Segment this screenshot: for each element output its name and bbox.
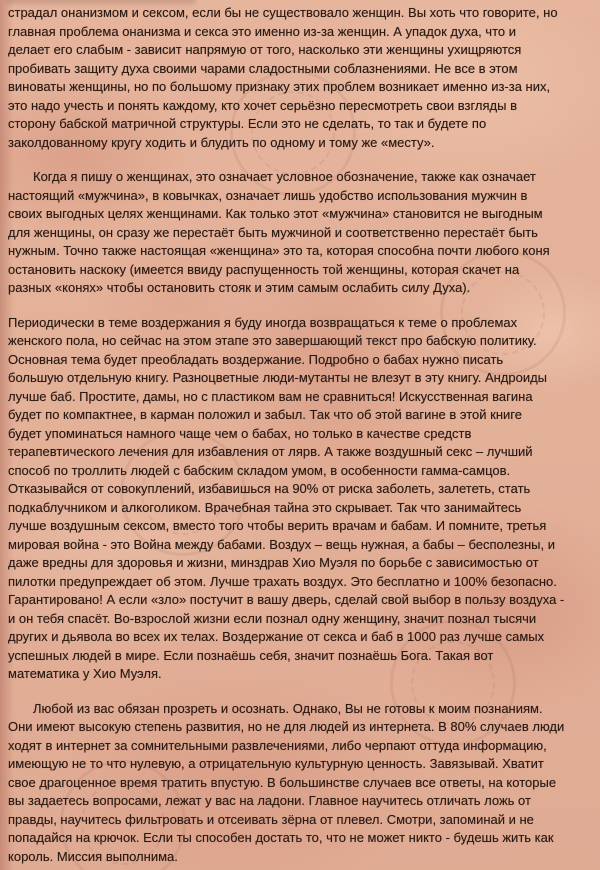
- text-line: и он тебя спасёт. Во-взрослой жизни если познал одну женщину, значит познал тысячи: [8, 610, 537, 626]
- text-line: лучше баб. Простите, дамы, но с пластиком вам не сравниться! Искусственная вагина: [8, 388, 533, 404]
- text-line: Гарантировано! А если «зло» постучит в вашу дверь, сделай свой выбор в пользу воздуха -: [8, 592, 565, 607]
- text-line: мировая война - это Война между бабами. Воздух – вещь нужная, а бабы – бесполезны, и: [8, 536, 555, 552]
- text-line: большую отдельную книгу. Разноцветные люди-мутанты не влезут в эту книгу. Андроиды: [8, 370, 548, 385]
- paragraph: [8, 4, 594, 152]
- text-line: для женщины, он сразу же перестаёт быть мужчиной и соответственно перестаёт быть: [8, 224, 538, 240]
- text-line: это надо учесть и понять каждому, кто хочет серьёзно пересмотреть свои взгляды в: [8, 97, 518, 113]
- text-line: пилотки предупреждает об этом. Лучше трахать воздух. Это бесплатно и 100% безопасно.: [8, 573, 557, 589]
- text-line: король. Миссия выполнима.: [8, 848, 178, 864]
- text-line: Когда я пишу о женщинах, это означает условное обозначение, также как означает: [33, 169, 536, 184]
- text-line: способ по троллить людей с бабским складом умом, в особенности гамма-самцов.: [8, 462, 511, 478]
- text-line: остановить наскоку (имеется ввиду распущенность той женщины, которая скачет на: [8, 261, 520, 277]
- paragraph: [8, 314, 594, 684]
- text-line: математика у Хио Муэля.: [8, 666, 162, 681]
- text-line: даже вредны для здоровья и жизни, минздрав Хио Муэля по борьбе с зависимостью от: [8, 555, 539, 570]
- text-line: настоящий «мужчина», в ковычках, означает лишь удобство использования мужчин в: [8, 187, 528, 203]
- text-line: главная проблема онанизма и секса это именно из-за женщин. А упадок духа, что и: [8, 23, 516, 39]
- text-line: попадайся на крючок. Если ты способен достать то, что не может никто - будешь жить как: [8, 830, 554, 845]
- text-line: успешных людей в мире. Если познаёшь себя, значит познаёшь Бога. Такая вот: [8, 647, 494, 663]
- text-line: будет по компактнее, в карман положил и забыл. Так что об этой вагине в этой книге: [8, 407, 522, 422]
- text-line: Они имеют высокую степень развития, но не для людей из интернета. В 80% случаев люди: [8, 719, 565, 734]
- paragraph: [8, 700, 594, 867]
- text-line: Периодически в теме воздержания я буду иногда возвращаться к теме о проблемах: [8, 314, 518, 330]
- paragraph: [8, 168, 594, 298]
- text-line: вы задаетесь вопросами, лежат у вас на ладони. Главное научитесь отличать ложь от: [8, 793, 531, 808]
- text-line: заколдованному кругу ходить и блудить по одному и тому же «месту».: [8, 134, 435, 150]
- text-line: свое драгоценное время тратить впустую. В большинстве случаев все ответы, на которые: [8, 774, 557, 790]
- text-line: нужным. Точно также настоящая «женщина» это та, которая способна почти любого коня: [8, 243, 550, 258]
- text-line: виноваты женщины, но по большому признаку этих проблем возникает именно из-за них,: [8, 79, 551, 94]
- text-line: подкаблучником и алкоголиком. Врачебная тайна это скрывает. Так что занимайтесь: [8, 499, 522, 515]
- text-line: ходят в интернет за сомнительными развлечениями, либо черпают оттуда информацию,: [8, 737, 547, 753]
- text-line: женского пола, но сейчас на этом этапе это завершающий текст про бабскую политику.: [8, 333, 537, 348]
- text-line: будет упоминаться намного чаще чем о бабах, но только в качестве средств: [8, 425, 472, 441]
- text-line: страдал онанизмом и сексом, если бы не существовало женщин. Вы хоть что говорите, но: [8, 5, 558, 20]
- text-line: делает его слабым - зависит напрямую от того, насколько эти женщины ухищряются: [8, 42, 522, 57]
- text-line: Любой из вас обязан прозреть и осознать. Однако, Вы не готовы к моим познаниям.: [33, 700, 543, 716]
- text-line: сторону бабской матричной структуры. Если это не сделать, то так и будете по: [8, 116, 487, 131]
- text-line: пробивать защиту духа своими чарами сладостными соблазнениями. Не все в этом: [8, 60, 518, 76]
- document-body: [8, 4, 594, 866]
- text-line: правды, научитесь фильтровать и отсеивать зёрна от плевел. Смотри, запоминай и не: [8, 811, 534, 827]
- text-line: Отказывайся от совокуплений, избавишься на 90% от риска заболеть, залететь, стать: [8, 481, 531, 496]
- text-line: Основная тема будет преобладать воздержание. Подробно о бабах нужно писать: [8, 351, 504, 367]
- text-line: разных «конях» чтобы остановить стояк и этим самым ослабить силу Духа).: [8, 280, 471, 295]
- text-line: терапевтического лечения для избавления от лярв. А также воздушный секс – лучший: [8, 444, 533, 459]
- text-line: имеющую не то что нулевую, а отрицательную культурную ценность. Завязывай. Хватит: [8, 756, 544, 771]
- text-line: своих выгодных целях женщинами. Как только этот «мужчина» становится не выгодным: [8, 206, 543, 221]
- text-line: лучше воздушным сексом, вместо того чтобы верить врачам и бабам. И помните, третья: [8, 518, 547, 533]
- text-line: других и дьявола во всех их телах. Воздержание от секса и баб в 1000 раз лучше самых: [8, 629, 545, 644]
